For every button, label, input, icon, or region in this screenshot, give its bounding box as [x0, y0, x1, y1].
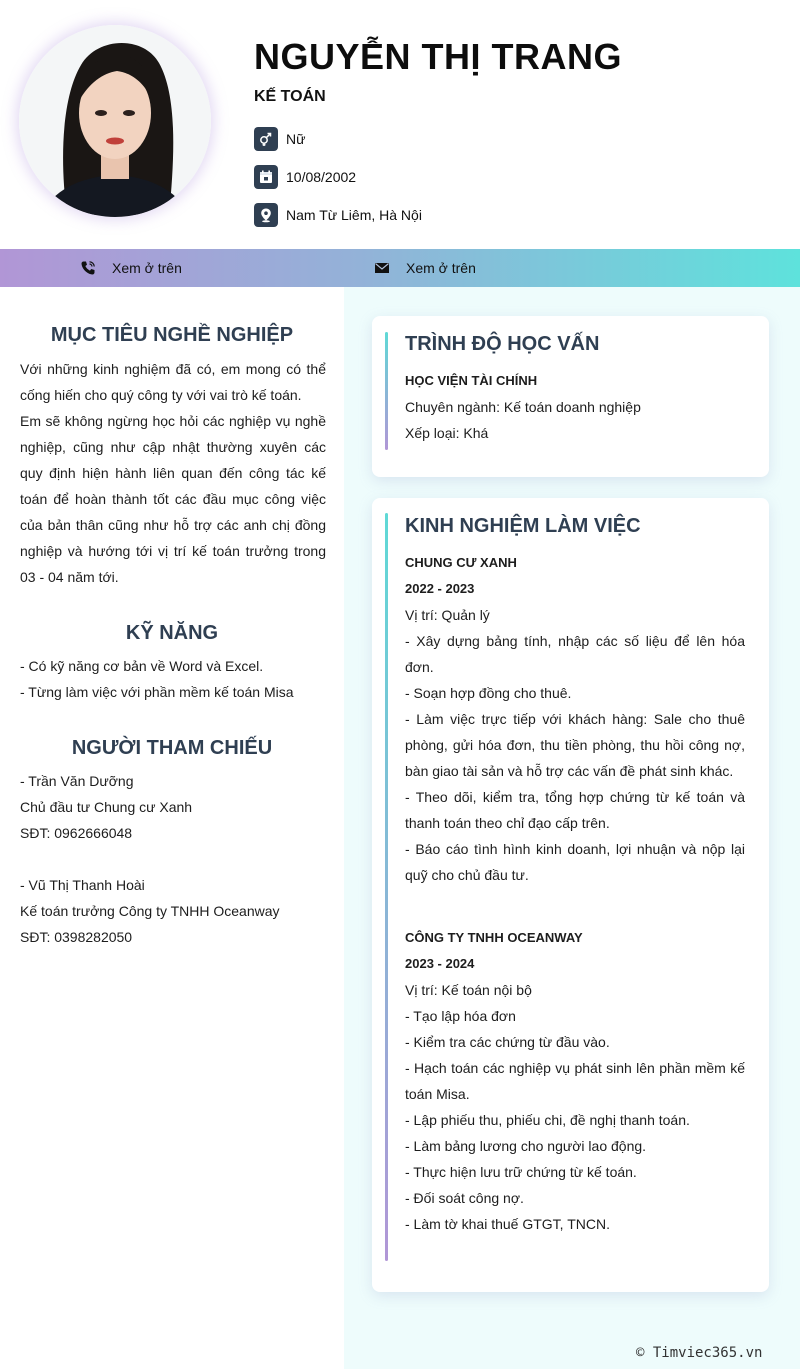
rank: Xếp loại: Khá: [405, 425, 489, 441]
objective-paragraph-1: Với những kinh nghiệm đã có, em mong có thể cống hiến cho quý công ty với vai trò kế toán.: [20, 361, 326, 403]
list-item: - Theo dõi, kiểm tra, tổng hợp chứng từ kế toán và thanh toán theo chỉ đạo cấp trên.: [405, 789, 745, 831]
contact-email: [374, 249, 476, 287]
contact-email-text: Xem ở trên: [406, 260, 476, 276]
references-list: [20, 768, 330, 950]
experience-title: KINH NGHIỆM LÀM VIỆC: [405, 515, 641, 537]
major: Chuyên ngành: Kế toán doanh nghiệp: [405, 399, 641, 415]
job-1-period: 2022 - 2023: [405, 581, 475, 596]
objective-title: MỤC TIÊU NGHỀ NGHIỆP: [50, 324, 294, 346]
skills-list: [20, 653, 330, 705]
phone-icon: [80, 260, 96, 276]
list-item: - Làm bảng lương cho người lao động.: [405, 1138, 647, 1154]
job-1-position: Vị trí: Quản lý: [405, 607, 490, 623]
footer-watermark: © Timviec365.vn: [636, 1345, 763, 1361]
list-item: - Làm việc trực tiếp với khách hàng: Sale cho thuê phòng, gửi hóa đơn, thu tiền phòng, thu hồi công nợ, bàn giao tài sản và hỗ trợ các vấn đề phát sinh khác.: [405, 711, 745, 779]
list-item: - Báo cáo tình hình kinh doanh, lợi nhuận và nộp lại quỹ cho chủ đầu tư.: [405, 841, 745, 883]
skills-title: KỸ NĂNG: [125, 622, 219, 644]
address-value: Nam Từ Liêm, Hà Nội: [286, 207, 422, 223]
card-accent-bar: [385, 513, 388, 1261]
school-name: HỌC VIỆN TÀI CHÍNH: [405, 373, 538, 388]
list-item: - Từng làm việc với phần mềm kế toán Misa: [20, 684, 294, 700]
gender-row: [254, 127, 305, 151]
education-details: [405, 368, 745, 446]
card-accent-bar: [385, 332, 388, 450]
location-pin-icon: [254, 203, 278, 227]
list-item: - Làm tờ khai thuế GTGT, TNCN.: [405, 1216, 610, 1232]
calendar-icon: [254, 165, 278, 189]
envelope-icon: [374, 260, 390, 276]
reference-2-role: Kế toán trưởng Công ty TNHH Oceanway: [20, 903, 280, 919]
avatar: [19, 25, 211, 217]
list-item: - Có kỹ năng cơ bản về Word và Excel.: [20, 658, 264, 674]
gender-value: Nữ: [286, 131, 306, 147]
job-2-company: CÔNG TY TNHH OCEANWAY: [405, 930, 583, 945]
references-title: NGƯỜI THAM CHIẾU: [71, 737, 273, 759]
address-row: [254, 203, 422, 227]
reference-2-phone: SĐT: 0398282050: [20, 929, 133, 945]
birthdate-value: 10/08/2002: [286, 169, 357, 185]
contact-bar: [0, 249, 800, 287]
reference-1-name: - Trần Văn Dưỡng: [20, 773, 134, 789]
list-item: - Thực hiện lưu trữ chứng từ kế toán.: [405, 1164, 637, 1180]
list-item: - Lập phiếu thu, phiếu chi, đề nghị thanh toán.: [405, 1112, 690, 1128]
reference-2-name: - Vũ Thị Thanh Hoài: [20, 877, 145, 893]
objective-paragraph-2: Em sẽ không ngừng học hỏi các nghiệp vụ nghề nghiệp, cũng như cập nhật thường xuyên các quy định hiện hành liên quan đến công tác kế toán để hoàn thành tốt các đầu mục công việc của bản thân cũng như hỗ trợ các anh chị đồng nghiệp và hướng tới vị trí kế toán trưởng trong 03 - 04 năm tới.: [20, 413, 326, 585]
contact-phone-text: Xem ở trên: [112, 260, 182, 276]
list-item: - Soạn hợp đồng cho thuê.: [405, 685, 572, 701]
left-column: [0, 287, 344, 1369]
reference-1-role: Chủ đầu tư Chung cư Xanh: [20, 799, 193, 815]
job-1: [405, 550, 745, 888]
cv-header: [0, 0, 800, 249]
candidate-name: NGUYỄN THỊ TRANG: [254, 36, 622, 77]
education-card: [372, 316, 769, 477]
job-2-period: 2023 - 2024: [405, 956, 475, 971]
job-2: [405, 925, 745, 1237]
contact-phone: [80, 249, 182, 287]
list-item: - Tạo lập hóa đơn: [405, 1008, 516, 1024]
job-2-position: Vị trí: Kế toán nội bộ: [405, 982, 532, 998]
list-item: - Xây dựng bảng tính, nhập các số liệu để lên hóa đơn.: [405, 633, 745, 675]
reference-1-phone: SĐT: 0962666048: [20, 825, 133, 841]
job-1-company: CHUNG CƯ XANH: [405, 555, 517, 570]
job-title: KẾ TOÁN: [254, 88, 326, 105]
list-item: - Kiểm tra các chứng từ đầu vào.: [405, 1034, 610, 1050]
education-title: TRÌNH ĐỘ HỌC VẤN: [405, 333, 600, 355]
list-item: - Đối soát công nợ.: [405, 1190, 524, 1206]
gender-icon: [254, 127, 278, 151]
experience-card: [372, 498, 769, 1292]
list-item: - Hạch toán các nghiệp vụ phát sinh lên phần mềm kế toán Misa.: [405, 1060, 745, 1102]
birthdate-row: [254, 165, 356, 189]
